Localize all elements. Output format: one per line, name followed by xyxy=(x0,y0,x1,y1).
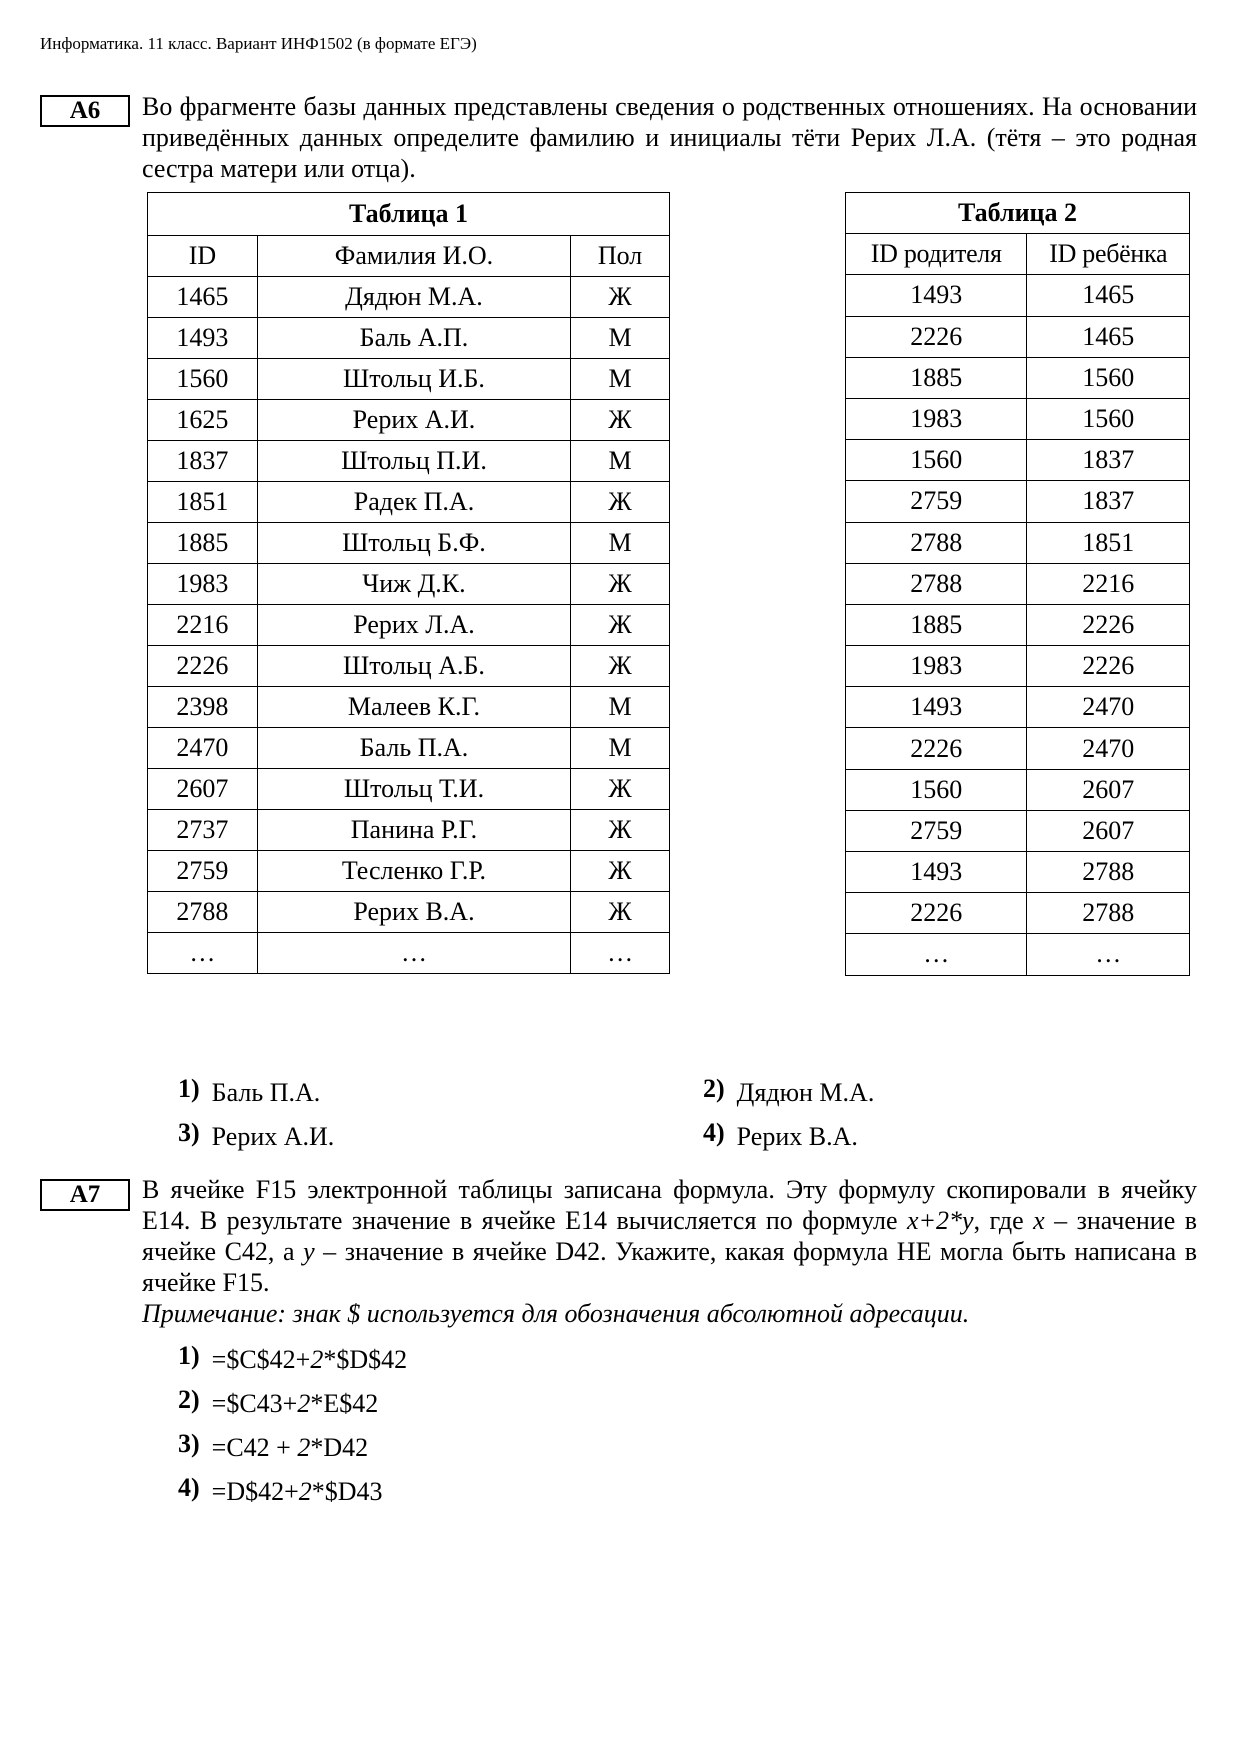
table-cell: 2759 xyxy=(846,810,1027,851)
table-2-row xyxy=(846,604,1190,645)
table-1-row xyxy=(148,564,670,605)
table-1-row xyxy=(148,277,670,318)
table-2-row xyxy=(846,481,1190,522)
a7-text-part: – значение в ячейке D42. Укажите, какая формула НЕ могла быть написана в ячейке F15. xyxy=(142,1237,1197,1297)
table-cell: М xyxy=(571,523,670,564)
table-cell: 2226 xyxy=(148,646,258,687)
a6-answer-4 xyxy=(703,1118,858,1152)
table-cell: 2226 xyxy=(1027,604,1190,645)
task-label-a7: А7 xyxy=(40,1179,130,1211)
table-cell: М xyxy=(571,318,670,359)
a7-text-part: В ячейке F15 электронной таблицы записана формула. Эту формулу скопировали в ячейку E14. В результате значение в ячейке E14 вычисляется по формуле xyxy=(142,1175,1197,1235)
table-2 xyxy=(845,192,1190,976)
formula-part: *E$42 xyxy=(310,1389,379,1418)
table-cell: Штольц Б.Ф. xyxy=(257,523,570,564)
table-cell: 1851 xyxy=(148,482,258,523)
a7-answer-3 xyxy=(178,1429,369,1463)
answer-text: Дядюн М.А. xyxy=(736,1078,875,1107)
table-2-row xyxy=(846,357,1190,398)
table-cell: 1560 xyxy=(148,359,258,400)
table-1-row xyxy=(148,769,670,810)
table-cell: 1625 xyxy=(148,400,258,441)
a7-formula: x+2*y xyxy=(906,1206,974,1235)
formula-part: *$D43 xyxy=(311,1477,383,1506)
table-2-row xyxy=(846,398,1190,439)
table-2-row xyxy=(846,934,1190,975)
formula-part: =C42 + xyxy=(211,1433,298,1462)
table-1-row xyxy=(148,523,670,564)
table-cell: М xyxy=(571,728,670,769)
table-2-row xyxy=(846,440,1190,481)
table-2-row xyxy=(846,769,1190,810)
task-a7-question xyxy=(142,1174,1197,1298)
table-1-row xyxy=(148,810,670,851)
answer-number: 2) xyxy=(703,1074,725,1103)
table-1-row xyxy=(148,892,670,933)
table-cell: Рерих В.А. xyxy=(257,892,570,933)
answer-number: 1) xyxy=(178,1341,200,1370)
table-1-row xyxy=(148,728,670,769)
table-cell: М xyxy=(571,687,670,728)
answer-number: 1) xyxy=(178,1074,200,1103)
table-2-row xyxy=(846,275,1190,316)
table-1-header-name: Фамилия И.О. xyxy=(257,236,570,277)
table-cell: М xyxy=(571,359,670,400)
table-cell: Ж xyxy=(571,277,670,318)
table-1-row xyxy=(148,933,670,974)
answer-text: Баль П.А. xyxy=(211,1078,321,1107)
table-cell: Ж xyxy=(571,646,670,687)
table-cell: 1851 xyxy=(1027,522,1190,563)
table-cell: 2470 xyxy=(1027,687,1190,728)
table-cell: 1983 xyxy=(846,646,1027,687)
table-cell: 2759 xyxy=(846,481,1027,522)
formula-part: =D$42+ xyxy=(211,1477,299,1506)
table-cell: Тесленко Г.Р. xyxy=(257,851,570,892)
table-cell: 1465 xyxy=(1027,316,1190,357)
formula-coef: 2 xyxy=(297,1389,311,1418)
table-cell: … xyxy=(257,933,570,974)
task-text-a7 xyxy=(142,1174,1197,1329)
formula-part: =$C$42+ xyxy=(211,1345,311,1374)
table-cell: 1465 xyxy=(148,277,258,318)
table-cell: 2788 xyxy=(846,522,1027,563)
table-cell: 1983 xyxy=(148,564,258,605)
table-cell: 1885 xyxy=(148,523,258,564)
table-cell: 1837 xyxy=(148,441,258,482)
table-2-header-parent: ID родителя xyxy=(846,234,1027,275)
table-cell: 1560 xyxy=(1027,357,1190,398)
table-2-row xyxy=(846,316,1190,357)
table-cell: 1560 xyxy=(846,769,1027,810)
a6-answer-2 xyxy=(703,1074,875,1108)
table-cell: 2470 xyxy=(1027,728,1190,769)
table-cell: 2216 xyxy=(1027,563,1190,604)
a7-var-y: y xyxy=(303,1237,315,1266)
table-cell: 2470 xyxy=(148,728,258,769)
table-1-row xyxy=(148,400,670,441)
table-cell: Ж xyxy=(571,810,670,851)
table-cell: 1837 xyxy=(1027,481,1190,522)
table-cell: … xyxy=(846,934,1027,975)
answer-text: Рерих А.И. xyxy=(211,1122,335,1151)
table-cell: Рерих А.И. xyxy=(257,400,570,441)
table-cell: … xyxy=(571,933,670,974)
table-cell: … xyxy=(1027,934,1190,975)
a7-text-part: , где xyxy=(973,1206,1034,1235)
table-cell: 2226 xyxy=(846,728,1027,769)
table-cell: Баль П.А. xyxy=(257,728,570,769)
table-2-caption: Таблица 2 xyxy=(846,193,1190,234)
a7-answer-1 xyxy=(178,1341,408,1375)
table-cell: М xyxy=(571,441,670,482)
table-cell: 2607 xyxy=(148,769,258,810)
table-cell: 1885 xyxy=(846,604,1027,645)
a7-note: Примечание: знак $ используется для обозначения абсолютной адресации. xyxy=(142,1299,970,1328)
table-cell: Рерих Л.А. xyxy=(257,605,570,646)
table-cell: 2607 xyxy=(1027,769,1190,810)
table-2-row xyxy=(846,852,1190,893)
table-1-row xyxy=(148,687,670,728)
table-1-header-id: ID xyxy=(148,236,258,277)
table-2-row xyxy=(846,728,1190,769)
table-2-row xyxy=(846,522,1190,563)
table-cell: Штольц Т.И. xyxy=(257,769,570,810)
table-cell: 2737 xyxy=(148,810,258,851)
table-2-row xyxy=(846,646,1190,687)
table-cell: Ж xyxy=(571,482,670,523)
answer-number: 3) xyxy=(178,1118,200,1147)
table-1-row xyxy=(148,482,670,523)
table-cell: 2226 xyxy=(1027,646,1190,687)
formula-coef: 2 xyxy=(310,1345,324,1374)
table-cell: 2788 xyxy=(1027,852,1190,893)
table-cell: Ж xyxy=(571,892,670,933)
table-cell: Дядюн М.А. xyxy=(257,277,570,318)
table-cell: Малеев К.Г. xyxy=(257,687,570,728)
table-cell: 1560 xyxy=(846,440,1027,481)
table-cell: 2226 xyxy=(846,316,1027,357)
table-cell: Баль А.П. xyxy=(257,318,570,359)
table-cell: Чиж Д.К. xyxy=(257,564,570,605)
a7-answer-4 xyxy=(178,1473,383,1507)
table-2-row xyxy=(846,810,1190,851)
table-1-row xyxy=(148,318,670,359)
table-cell: 2759 xyxy=(148,851,258,892)
table-1-row xyxy=(148,441,670,482)
a6-answer-3 xyxy=(178,1118,335,1152)
task-label-a6: А6 xyxy=(40,95,130,127)
table-cell: 1493 xyxy=(148,318,258,359)
formula-coef: 2 xyxy=(298,1477,312,1506)
table-1-row xyxy=(148,646,670,687)
table-cell: 1837 xyxy=(1027,440,1190,481)
answer-number: 3) xyxy=(178,1429,200,1458)
answer-text: Рерих В.А. xyxy=(736,1122,858,1151)
table-cell: Ж xyxy=(571,605,670,646)
table-cell: … xyxy=(148,933,258,974)
table-cell: 1560 xyxy=(1027,398,1190,439)
table-cell: Ж xyxy=(571,400,670,441)
table-cell: Панина Р.Г. xyxy=(257,810,570,851)
page-header: Информатика. 11 класс. Вариант ИНФ1502 (в формате ЕГЭ) xyxy=(40,34,477,53)
table-cell: 1885 xyxy=(846,357,1027,398)
table-cell: 1465 xyxy=(1027,275,1190,316)
table-cell: 2788 xyxy=(846,563,1027,604)
table-1-row xyxy=(148,605,670,646)
table-cell: 1493 xyxy=(846,687,1027,728)
formula-part: =$C43+ xyxy=(211,1389,298,1418)
table-cell: 1493 xyxy=(846,852,1027,893)
table-1-row xyxy=(148,851,670,892)
a7-text-part: – значение в ячейке C42, а xyxy=(142,1206,1197,1266)
table-2-row xyxy=(846,687,1190,728)
table-cell: 2398 xyxy=(148,687,258,728)
table-cell: Ж xyxy=(571,769,670,810)
a6-answer-1 xyxy=(178,1074,321,1108)
table-1 xyxy=(147,192,670,974)
a7-var-x: x xyxy=(1033,1206,1045,1235)
task-a6-question: Во фрагменте базы данных представлены сведения о родственных отношениях. На основании приведённых данных определите фамилию и инициалы тёти Рерих Л.А. (тётя – это родная сестра матери или отца). xyxy=(142,92,1197,183)
table-1-row xyxy=(148,359,670,400)
table-2-row xyxy=(846,563,1190,604)
table-cell: 2216 xyxy=(148,605,258,646)
table-cell: Штольц П.И. xyxy=(257,441,570,482)
table-cell: 2607 xyxy=(1027,810,1190,851)
formula-part: *$D$42 xyxy=(323,1345,408,1374)
a7-answer-2 xyxy=(178,1385,379,1419)
table-2-row xyxy=(846,893,1190,934)
table-cell: 2788 xyxy=(1027,893,1190,934)
task-text-a6 xyxy=(142,91,1197,184)
table-cell: Ж xyxy=(571,851,670,892)
table-1-header-sex: Пол xyxy=(571,236,670,277)
table-cell: 2226 xyxy=(846,893,1027,934)
answer-number: 4) xyxy=(703,1118,725,1147)
answer-number: 4) xyxy=(178,1473,200,1502)
table-1-caption: Таблица 1 xyxy=(148,193,670,236)
formula-coef: 2 xyxy=(297,1433,311,1462)
table-cell: 2788 xyxy=(148,892,258,933)
table-cell: 1983 xyxy=(846,398,1027,439)
table-cell: Штольц И.Б. xyxy=(257,359,570,400)
table-cell: Радек П.А. xyxy=(257,482,570,523)
table-cell: Штольц А.Б. xyxy=(257,646,570,687)
table-cell: 1493 xyxy=(846,275,1027,316)
answer-number: 2) xyxy=(178,1385,200,1414)
table-2-header-child: ID ребёнка xyxy=(1027,234,1190,275)
table-cell: Ж xyxy=(571,564,670,605)
formula-part: *D42 xyxy=(310,1433,369,1462)
